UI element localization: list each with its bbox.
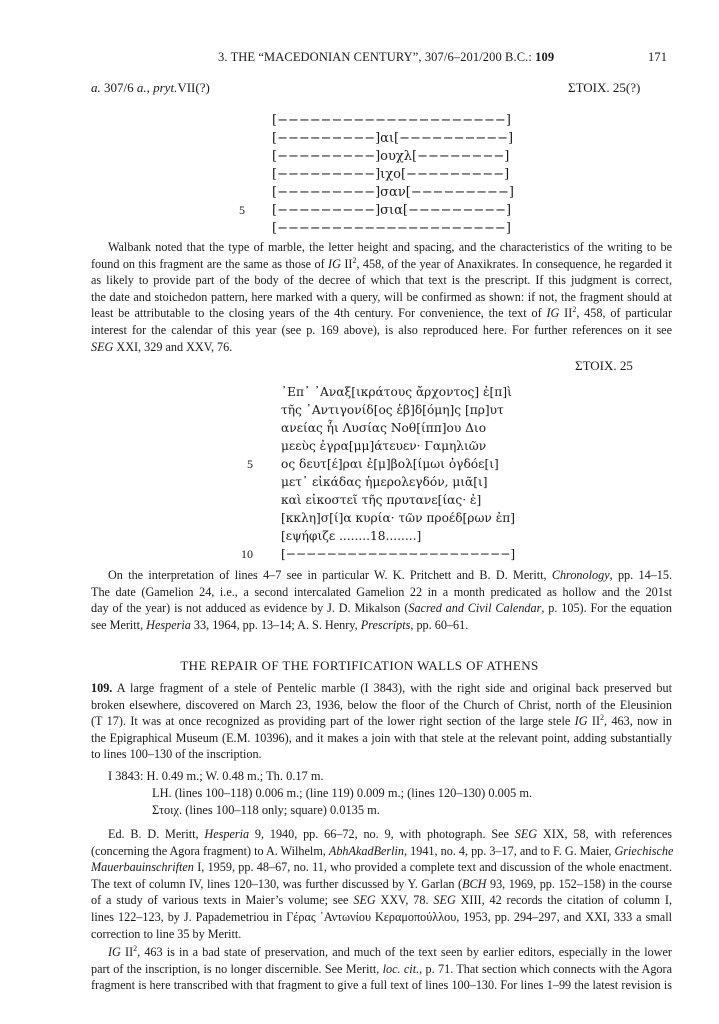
fragment-b-line: [−−−−−−−−−−−−−−−−−−−−−−] bbox=[281, 547, 516, 561]
fragment-b-line-number-5: 5 bbox=[247, 457, 253, 471]
running-title: 3. THE “MACEDONIAN CENTURY”, 307/6–201/200 B.C.: bbox=[218, 50, 532, 64]
measurement-line: Στοιχ. (lines 100–118 only; square) 0.0135 m. bbox=[152, 803, 380, 817]
page-number: 171 bbox=[648, 50, 668, 64]
fragment-b-line: ᾿Επ᾿ ᾿Αναξ[ικράτους ἄρχοντος] ἐ[π]ὶ bbox=[281, 385, 512, 399]
entry-109-paragraph: 109. A large fragment of a stele of Pentelic marble (I 3843), with the right side and original back preserved but broken elsewhere, discovered on March 23, 1936, below the floor of the Church of Christ, north of the Eleusinion (T 17). It was at once recognized as providing part of the lower right section of the large stele IG $II^2$, 463, now in the Epigraphical Museum (E.M. 10396), and it makes a join with that stele at the relevant point, adding substantially to lines 100–130 of the inscription. bbox=[91, 681, 672, 762]
measurement-line: I 3843: H. 0.49 m.; W. 0.48 m.; Th. 0.17 m. bbox=[108, 769, 324, 783]
fragment-a-line: [−−−−−−−−−]ιχο[−−−−−−−−−] bbox=[272, 167, 510, 182]
fragment-a-line: [−−−−−−−−−−−−−−−−−−−−−] bbox=[272, 113, 511, 128]
fragment-a-line-number: 5 bbox=[239, 203, 245, 217]
fragment-b-line: ανείας ἧι Λυσίας Νοθ[ίππ]ου Διο bbox=[281, 421, 487, 435]
fragment-b-line: τῆς ᾿Αντιγονίδ[ος ἑβ]δ[όμη]ς [πρ]υτ bbox=[281, 403, 504, 417]
fragment-a-label: a. 307/6 a., pryt.VII(?) bbox=[91, 80, 210, 95]
fragment-b-line: μεεὺς ἐγρα[μμ]άτευεν· Γαμηλιῶν bbox=[281, 439, 487, 453]
fragment-b-line: μετ᾿ εἰκάδας ἡμερολεγδόν, μιᾶ[ι] bbox=[281, 475, 488, 489]
running-entry-number: 109 bbox=[535, 50, 555, 64]
running-header bbox=[218, 50, 554, 65]
interpretation-paragraph: On the interpretation of lines 4–7 see in particular W. K. Pritchett and B. D. Meritt, Chronology, pp. 14–15. The date (Gamelion 24, i.e., a second intercalated Gamelion 22 in a month predicated as hollow and the 201st day of the year) is not adduced as evidence by J. D. Mikalson (Sacred and Civil Calendar, p. 105). For the equation see Meritt, Hesperia 33, 1964, pp. 13–14; A. S. Henry, Prescripts, pp. 60–61. bbox=[91, 568, 672, 632]
edition-paragraph: Ed. B. D. Meritt, Hesperia 9, 1940, pp. 66–72, no. 9, with photograph. See SEG XIX, 58, with references (concerning the Agora fragment) to A. Wilhelm, AbhAkadBerlin, 1941, no. 4, pp. 3–17, and to F. G. Maier, Griechische Mauerbauinschriften I, 1959, pp. 48–67, no. 11, who provided a complete text and discussion of the whole enactment. The text of column IV, lines 120–130, was further discussed by Y. Garlan (BCH 93, 1969, pp. 152–158) in the course of a study of various texts in Maier’s volume; see SEG XXV, 78. SEG XIII, 42 records the citation of column I, lines 122–123, by J. Papademetriou in Γέρας ᾿Αντωνίου Κεραμοπούλλου, 1953, pp. 294–297, and XXI, 333 a small correction to line 35 by Meritt. bbox=[91, 827, 674, 941]
fragment-b-stoichedon: ΣΤΟΙΧ. 25 bbox=[575, 358, 633, 373]
fragment-a-line: [−−−−−−−−−]σαν[−−−−−−−−−] bbox=[272, 185, 514, 200]
fragment-b-line: ος δευτ[έ]ραι ἐ[μ]βολ[ίμωι ὀγδόε[ι] bbox=[281, 457, 499, 471]
section-title: THE REPAIR OF THE FORTIFICATION WALLS OF ATHENS bbox=[180, 658, 539, 673]
fragment-a-line: [−−−−−−−−−−−−−−−−−−−−−] bbox=[272, 221, 511, 236]
fragment-a-stoichedon: ΣΤΟΙΧ. 25(?) bbox=[568, 80, 641, 95]
fragment-a-line: [−−−−−−−−−]σια[−−−−−−−−−] bbox=[272, 203, 512, 218]
fragment-b-line-number-10: 10 bbox=[241, 547, 253, 561]
fragment-a-line: [−−−−−−−−−]ουχλ[−−−−−−−−] bbox=[272, 149, 510, 164]
fragment-b-line: [εψήφιζε ........18........] bbox=[281, 529, 422, 543]
walbank-paragraph: Walbank noted that the type of marble, the letter height and spacing, and the characteristics of the writing to be found on this fragment are the same as those of IG $II^2$, 458, of the year of Anaxikrates. In consequence, he regarded it as likely to provide part of the body of the decree of which that text is the prescript. If this judgment is correct, the date and stoichedon pattern, here marked with a query, will be confirmed as shown: if not, the fragment should at least be attributable to the closing years of the 4th century. For convenience, the text of IG $II^2$, 458, of particular interest for the calendar of this year (see p. 169 above), is also reproduced here. For further references on it see SEG XXI, 329 and XXV, 76. bbox=[91, 240, 673, 354]
fragment-b-line: [κκλη]σ[ί]α κυρία· τῶν προέδ[ρων ἐπ] bbox=[281, 511, 516, 525]
fragment-a-line: [−−−−−−−−−]αι[−−−−−−−−−−] bbox=[272, 131, 514, 146]
entry-number: 109. bbox=[91, 681, 113, 695]
fragment-b-line: καὶ εἰκοστεῖ τῆς πρυτανε[ίας· ἐ] bbox=[281, 493, 482, 507]
final-paragraph: IG $II^2$, 463 is in a bad state of preservation, and much of the text seen by earlier editors, especially in the lower part of the inscription, is no longer discernible. See Meritt, loc. cit., p. 71. That section which connects with the Agora fragment is here transcribed with that fragment to give a full text of lines 100–130. For lines 1–99 the latest revision is bbox=[91, 943, 672, 993]
measurement-line: LH. (lines 100–118) 0.006 m.; (line 119) 0.009 m.; (lines 120–130) 0.005 m. bbox=[152, 786, 533, 800]
